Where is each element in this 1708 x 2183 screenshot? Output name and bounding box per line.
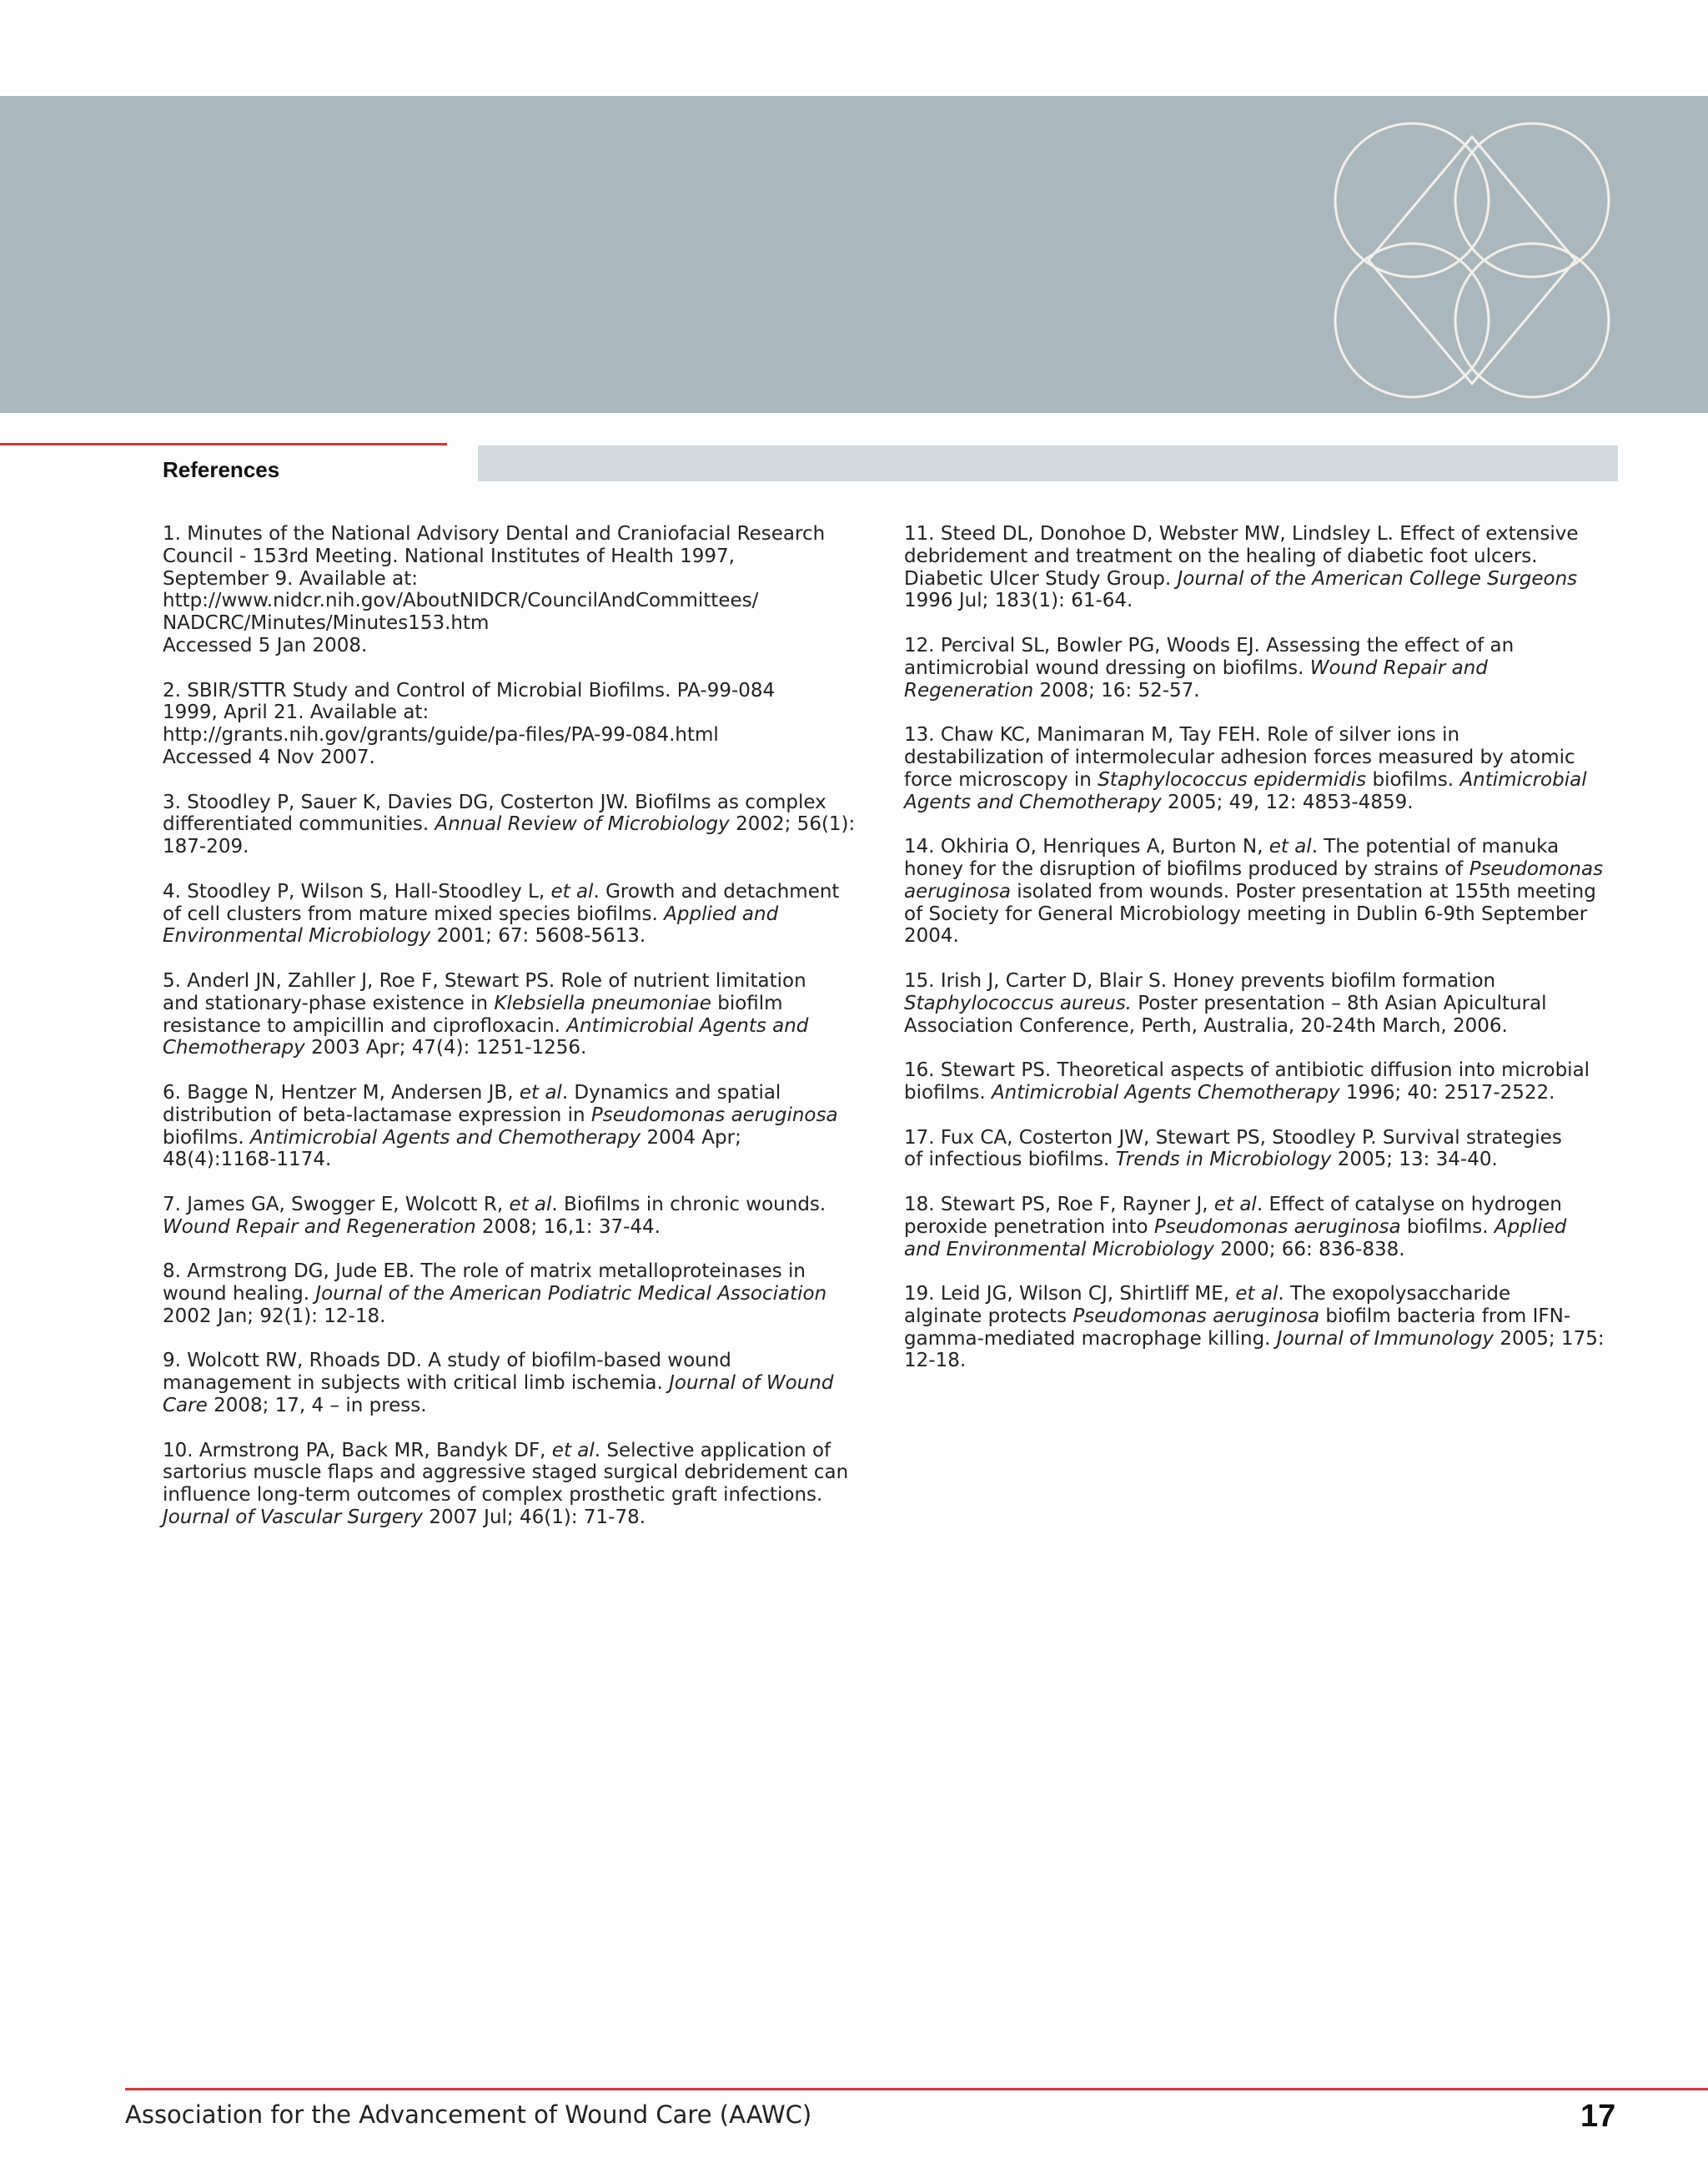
reference-entry xyxy=(163,680,872,769)
reference-text: . Dynamics and spatial xyxy=(561,1081,781,1104)
reference-italic-text: et al xyxy=(1235,1283,1278,1305)
reference-text: 4. Stoodley P, Wilson S, Hall-Stoodley L, xyxy=(163,880,551,903)
reference-italic-text: Regeneration xyxy=(904,679,1034,702)
reference-text: force microscopy in xyxy=(904,768,1098,791)
reference-line xyxy=(163,1127,872,1149)
reference-text: 1996 Jul; 183(1): 61-64. xyxy=(904,590,1133,612)
reference-text: Association Conference, Perth, Australia, 20-24th March, 2006. xyxy=(904,1014,1508,1037)
reference-line xyxy=(904,1194,1613,1216)
reference-line xyxy=(904,657,1613,680)
reference-text: 1999, April 21. Available at: xyxy=(163,702,430,724)
reference-line xyxy=(904,1239,1613,1261)
reference-line xyxy=(904,1328,1613,1351)
reference-text: gamma-mediated macrophage killing. xyxy=(904,1327,1277,1350)
reference-text: 3. Stoodley P, Sauer K, Davies DG, Costerton JW. Biofilms as complex xyxy=(163,791,826,813)
reference-line xyxy=(904,546,1613,568)
reference-line xyxy=(904,590,1613,612)
reference-text: influence long-term outcomes of complex prosthetic graft infections. xyxy=(163,1484,823,1506)
reference-line xyxy=(904,1082,1613,1104)
reference-italic-text: Environmental Microbiology xyxy=(163,925,431,948)
reference-italic-text: Applied xyxy=(1494,1215,1567,1238)
reference-entry xyxy=(163,1350,872,1416)
reference-text: 2000; 66: 836-838. xyxy=(1213,1238,1405,1260)
reference-line xyxy=(163,747,872,769)
reference-line xyxy=(163,1461,872,1484)
reference-entry xyxy=(904,1059,1613,1104)
reference-text: of infectious biofilms. xyxy=(904,1149,1116,1171)
reference-italic-text: aeruginosa xyxy=(904,880,1011,903)
reference-line xyxy=(163,546,872,568)
reference-line xyxy=(163,1194,872,1216)
reference-line xyxy=(904,1216,1613,1239)
reference-line xyxy=(904,881,1613,903)
reference-italic-text: et al xyxy=(509,1193,552,1215)
reference-italic-text: Staphylococcus epidermidis xyxy=(1098,768,1367,791)
reference-italic-text: Journal of Immunology xyxy=(1276,1327,1494,1350)
reference-text: biofilms. xyxy=(163,1126,250,1149)
reference-line xyxy=(904,769,1613,792)
reference-line xyxy=(904,523,1613,546)
reference-entry xyxy=(904,970,1613,1037)
reference-italic-text: et al xyxy=(519,1081,562,1104)
reference-entry xyxy=(904,1194,1613,1260)
reference-line xyxy=(163,523,872,546)
reference-text: 2008; 16: 52-57. xyxy=(1033,679,1200,702)
reference-line xyxy=(163,1082,872,1104)
reference-text: 16. Stewart PS. Theoretical aspects of antibiotic diffusion into microbial xyxy=(904,1059,1590,1082)
reference-text: 2007 Jul; 46(1): 71-78. xyxy=(423,1506,646,1529)
page-number: 17 xyxy=(1580,2099,1616,2134)
logo-diamond xyxy=(1369,137,1575,384)
reference-line xyxy=(163,1283,872,1305)
reference-line xyxy=(904,1127,1613,1149)
reference-line xyxy=(163,590,872,612)
reference-text: honey for the disruption of biofilms produced by strains of xyxy=(904,858,1469,880)
reference-text: 8. Armstrong DG, Jude EB. The role of matrix metalloproteinases in xyxy=(163,1260,806,1283)
reference-text: isolated from wounds. Poster presentation at 155th meeting xyxy=(1011,880,1596,903)
reference-line xyxy=(904,836,1613,858)
logo-circle-bottom-left xyxy=(1335,244,1489,397)
reference-line xyxy=(163,1260,872,1283)
reference-text: 2005; 49, 12: 4853-4859. xyxy=(1161,791,1414,813)
reference-line xyxy=(163,1350,872,1372)
reference-italic-text: Journal of the American College Surgeons xyxy=(1177,567,1578,590)
reference-italic-text: Chemotherapy xyxy=(163,1037,305,1059)
reference-text: of Society for General Microbiology meeting in Dublin 6-9th September xyxy=(904,903,1588,925)
heading-gray-bar xyxy=(478,445,1618,481)
reference-italic-text: Wound Repair and xyxy=(1309,656,1488,679)
reference-italic-text: Staphylococcus aureus. xyxy=(904,992,1132,1014)
logo-circle-bottom-right xyxy=(1455,244,1609,397)
reference-entry xyxy=(904,1127,1613,1172)
reference-text: peroxide penetration into xyxy=(904,1215,1154,1238)
reference-line xyxy=(163,635,872,657)
reference-line xyxy=(904,1059,1613,1082)
reference-line xyxy=(163,970,872,993)
reference-line xyxy=(163,836,872,858)
logo-circle-top-left xyxy=(1335,123,1489,277)
reference-text: September 9. Available at: xyxy=(163,567,418,590)
reference-text: Council - 153rd Meeting. National Institutes of Health 1997, xyxy=(163,545,735,567)
reference-text: 1996; 40: 2517-2522. xyxy=(1339,1081,1555,1104)
reference-line xyxy=(163,813,872,836)
reference-line xyxy=(163,724,872,747)
reference-italic-text: Pseudomonas aeruginosa xyxy=(590,1104,838,1126)
reference-text: 15. Irish J, Carter D, Blair S. Honey prevents biofilm formation xyxy=(904,969,1496,992)
reference-entry xyxy=(163,881,872,948)
reference-text: 2002 Jan; 92(1): 12-18. xyxy=(163,1305,386,1327)
reference-italic-text: Klebsiella pneumoniae xyxy=(494,992,711,1014)
reference-line xyxy=(163,1216,872,1239)
reference-italic-text: Trends in Microbiology xyxy=(1115,1149,1332,1171)
reference-text: Poster presentation – 8th Asian Apicultural xyxy=(1132,992,1547,1014)
references-column-left xyxy=(163,523,872,1552)
reference-italic-text: Antimicrobial Agents and Chemotherapy xyxy=(249,1126,641,1149)
reference-italic-text: et al xyxy=(550,880,594,903)
reference-text: distribution of beta-lactamase expression in xyxy=(163,1104,591,1126)
reference-italic-text: Journal of Wound xyxy=(669,1372,834,1395)
reference-line xyxy=(904,724,1613,747)
reference-text: 17. Fux CA, Costerton JW, Stewart PS, Stoodley P. Survival strategies xyxy=(904,1126,1562,1149)
reference-line xyxy=(163,1305,872,1328)
reference-text: of cell clusters from mature mixed species biofilms. xyxy=(163,903,665,925)
reference-italic-text: et al xyxy=(551,1439,595,1461)
reference-text: NADCRC/Minutes/Minutes153.htm xyxy=(163,612,490,635)
reference-line xyxy=(163,881,872,903)
reference-italic-text: Antimicrobial Agents Chemotherapy xyxy=(991,1081,1340,1104)
reference-entry xyxy=(904,523,1613,612)
reference-line xyxy=(163,1372,872,1395)
logo-circle-top-right xyxy=(1455,123,1609,277)
reference-line xyxy=(904,680,1613,702)
reference-line xyxy=(904,925,1613,948)
reference-italic-text: Journal of the American Podiatric Medical Association xyxy=(315,1283,827,1305)
reference-text: Accessed 5 Jan 2008. xyxy=(163,634,368,656)
reference-text: wound healing. xyxy=(163,1283,316,1305)
reference-italic-text: Applied and xyxy=(664,903,779,925)
reference-text: . Effect of catalyse on hydrogen xyxy=(1256,1193,1562,1215)
reference-text: biofilms. xyxy=(1400,1215,1494,1238)
reference-text: 2008; 17, 4 – in press. xyxy=(207,1395,427,1417)
footer-rule xyxy=(125,2088,1708,2090)
reference-text: Accessed 4 Nov 2007. xyxy=(163,746,375,768)
reference-italic-text: and Environmental Microbiology xyxy=(904,1238,1214,1260)
reference-text: 48(4):1168-1174. xyxy=(163,1149,332,1171)
reference-entry xyxy=(163,970,872,1059)
reference-line xyxy=(163,925,872,948)
reference-line xyxy=(163,1104,872,1127)
reference-line xyxy=(904,747,1613,769)
reference-text: 9. Wolcott RW, Rhoads DD. A study of biofilm-based wound xyxy=(163,1350,731,1372)
reference-text: 6. Bagge N, Hentzer M, Andersen JB, xyxy=(163,1081,520,1104)
reference-text: debridement and treatment on the healing of diabetic foot ulcers. xyxy=(904,545,1538,567)
reference-line xyxy=(904,1350,1613,1372)
interlocking-circles-logo xyxy=(1322,110,1622,410)
reference-italic-text: Care xyxy=(163,1395,208,1417)
reference-line xyxy=(163,792,872,814)
reference-text: 2001; 67: 5608-5613. xyxy=(430,925,646,948)
reference-line xyxy=(163,702,872,724)
reference-italic-text: Agents and Chemotherapy xyxy=(904,791,1162,813)
reference-text: 10. Armstrong PA, Back MR, Bandyk DF, xyxy=(163,1439,552,1461)
reference-text: 7. James GA, Swogger E, Wolcott R, xyxy=(163,1193,510,1215)
reference-entry xyxy=(904,836,1613,948)
reference-text: . Biofilms in chronic wounds. xyxy=(551,1193,826,1215)
reference-text: alginate protects xyxy=(904,1305,1073,1327)
reference-italic-text: Antimicrobial xyxy=(1459,768,1587,791)
reference-text: 14. Okhiria O, Henriques A, Burton N, xyxy=(904,836,1269,858)
reference-line xyxy=(163,1149,872,1171)
reference-line xyxy=(163,1484,872,1506)
reference-line xyxy=(163,612,872,635)
references-column-right xyxy=(904,523,1613,1395)
reference-line xyxy=(904,1015,1613,1038)
reference-entry xyxy=(163,792,872,858)
reference-text: 2005; 175: xyxy=(1494,1327,1605,1350)
reference-text: destabilization of intermolecular adhesion forces measured by atomic xyxy=(904,746,1575,768)
reference-text: 2. SBIR/STTR Study and Control of Microbial Biofilms. PA-99-084 xyxy=(163,679,776,702)
reference-italic-text: et al xyxy=(1213,1193,1257,1215)
reference-text: 5. Anderl JN, Zahller J, Roe F, Stewart PS. Role of nutrient limitation xyxy=(163,969,806,992)
reference-italic-text: Pseudomonas aeruginosa xyxy=(1153,1215,1401,1238)
reference-text: 12-18. xyxy=(904,1350,967,1372)
reference-text: biofilm bacteria from IFN- xyxy=(1319,1305,1571,1327)
reference-italic-text: Wound Repair and Regeneration xyxy=(163,1215,476,1238)
reference-text: biofilm xyxy=(711,992,783,1014)
reference-line xyxy=(904,970,1613,993)
reference-text: 2005; 13: 34-40. xyxy=(1331,1149,1498,1171)
reference-text: 2004 Apr; xyxy=(640,1126,741,1149)
reference-line xyxy=(904,1305,1613,1328)
section-heading: References xyxy=(163,457,280,482)
reference-entry xyxy=(163,1082,872,1171)
reference-text: 2004. xyxy=(904,925,959,948)
reference-line xyxy=(163,993,872,1015)
reference-text: . The potential of manuka xyxy=(1311,836,1560,858)
reference-italic-text: Antimicrobial Agents and xyxy=(566,1014,809,1037)
reference-text: 19. Leid JG, Wilson CJ, Shirtliff ME, xyxy=(904,1283,1236,1305)
reference-line xyxy=(163,1395,872,1417)
reference-entry xyxy=(163,523,872,657)
reference-line xyxy=(904,1149,1613,1171)
reference-text: 2002; 56(1): xyxy=(729,813,856,836)
reference-italic-text: Pseudomonas xyxy=(1469,858,1604,880)
reference-text: Diabetic Ulcer Study Group. xyxy=(904,567,1178,590)
reference-text: resistance to ampicillin and ciprofloxacin. xyxy=(163,1014,567,1037)
reference-text: biofilms. xyxy=(1366,768,1460,791)
reference-line xyxy=(904,903,1613,926)
reference-text: and stationary-phase existence in xyxy=(163,992,495,1014)
reference-text: 18. Stewart PS, Roe F, Rayner J, xyxy=(904,1193,1214,1215)
reference-text: antimicrobial wound dressing on biofilms. xyxy=(904,656,1310,679)
reference-text: http://www.nidcr.nih.gov/AboutNIDCR/CouncilAndCommittees/ xyxy=(163,590,759,612)
reference-text: 1. Minutes of the National Advisory Dental and Craniofacial Research xyxy=(163,523,826,545)
reference-entry xyxy=(163,1260,872,1327)
reference-line xyxy=(904,858,1613,881)
reference-line xyxy=(904,568,1613,591)
header-banner xyxy=(0,96,1708,413)
reference-line xyxy=(904,792,1613,814)
reference-line xyxy=(163,1506,872,1529)
footer-organization: Association for the Advancement of Wound Care (AAWC) xyxy=(125,2100,812,2129)
reference-entry xyxy=(163,1194,872,1239)
reference-text: 13. Chaw KC, Manimaran M, Tay FEH. Role of silver ions in xyxy=(904,724,1460,747)
reference-text: . Selective application of xyxy=(594,1439,831,1461)
reference-entry xyxy=(904,724,1613,813)
reference-line xyxy=(904,993,1613,1015)
reference-line xyxy=(163,1015,872,1038)
reference-text: 2003 Apr; 47(4): 1251-1256. xyxy=(304,1037,587,1059)
reference-italic-text: et al xyxy=(1268,836,1312,858)
reference-entry xyxy=(904,635,1613,702)
reference-entry xyxy=(904,1283,1613,1372)
heading-accent-rule xyxy=(0,443,447,445)
reference-italic-text: Journal of Vascular Surgery xyxy=(163,1506,424,1529)
reference-italic-text: Pseudomonas aeruginosa xyxy=(1073,1305,1320,1327)
reference-line xyxy=(163,903,872,926)
reference-text: 2008; 16,1: 37-44. xyxy=(475,1215,661,1238)
reference-line xyxy=(163,568,872,591)
reference-text: management in subjects with critical limb ischemia. xyxy=(163,1372,670,1395)
reference-text: 187-209. xyxy=(163,836,249,858)
reference-line xyxy=(163,1440,872,1462)
reference-text: 12. Percival SL, Bowler PG, Woods EJ. Assessing the effect of an xyxy=(904,634,1515,656)
reference-text: http://grants.nih.gov/grants/guide/pa-files/PA-99-084.html xyxy=(163,724,719,747)
reference-entry xyxy=(163,1440,872,1529)
reference-text: biofilms. xyxy=(904,1081,992,1104)
reference-text: sartorius muscle flaps and aggressive staged surgical debridement can xyxy=(163,1461,849,1484)
reference-line xyxy=(904,1283,1613,1305)
reference-text: differentiated communities. xyxy=(163,813,435,836)
reference-line xyxy=(904,635,1613,657)
reference-line xyxy=(163,1037,872,1059)
reference-line xyxy=(163,680,872,702)
reference-italic-text: Annual Review of Microbiology xyxy=(435,813,730,836)
reference-text: 11. Steed DL, Donohoe D, Webster MW, Lindsley L. Effect of extensive xyxy=(904,523,1579,545)
reference-text: . Growth and detachment xyxy=(593,880,840,903)
reference-text: . The exopolysaccharide xyxy=(1278,1283,1511,1305)
